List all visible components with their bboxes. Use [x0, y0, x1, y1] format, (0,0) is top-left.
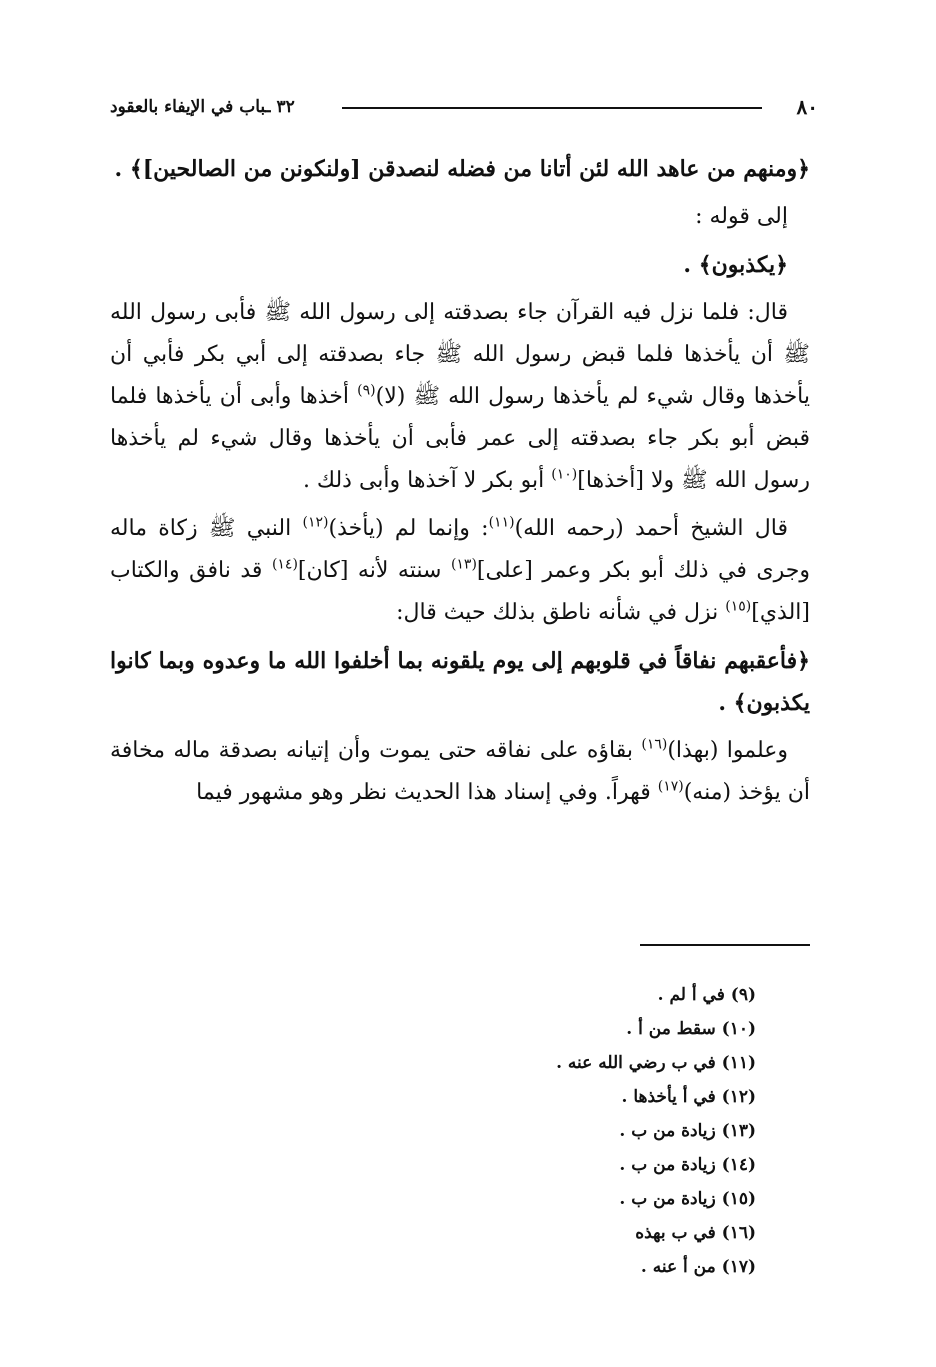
commentary-part-4: سنته لأنه [كان]	[297, 558, 451, 583]
footnote-ref-17: (١٧)	[657, 778, 684, 795]
paragraph-narration	[110, 292, 810, 502]
footnote-ref-13: (١٣)	[450, 556, 477, 573]
footnote-ref-9: (٩)	[357, 382, 376, 399]
paragraph-conclusion	[110, 730, 810, 814]
footnote-13: (١٣) زيادة من ب .	[619, 1121, 756, 1141]
body-text	[110, 148, 810, 820]
commentary-part-2: : وإنما لم (يأخذ)	[328, 516, 489, 541]
narration-part-1: قال: فلما نزل فيه القرآن جاء بصدقته إلى رسول الله ﷺ فأبى رسول الله ﷺ أن يأخذها فلما قبض رسول الله ﷺ جاء بصدقته إلى أبي بكر فأبي أن يأخذها وقال شيء لم يأخذها رسول الله ﷺ (لا)	[110, 300, 810, 409]
narration-part-3: أبو بكر لا آخذها وأبى ذلك .	[302, 468, 552, 493]
paragraph-commentary	[110, 508, 810, 634]
conclusion-part-3: قهراً. وفي إسناد هذا الحديث نظر وهو مشهور فيما	[196, 780, 658, 805]
commentary-part-1: قال الشيخ أحمد (رحمه الله)	[514, 516, 789, 541]
running-header	[110, 92, 818, 122]
footnote-12: (١٢) في أ يأخذها .	[621, 1087, 756, 1107]
footnote-ref-11: (١١)	[488, 514, 515, 531]
footnote-11: (١١) في ب رضي الله عنه .	[556, 1053, 756, 1073]
narration-part-2: أخذها وأبى أن يأخذها فلما قبض أبو بكر جاء بصدقته إلى عمر فأبى أن يأخذها وقال شيء لم يأخذها رسول الله ﷺ ولا [أخذها]	[110, 384, 810, 493]
paragraph-verse-3: ﴿فأعقبهم نفاقاً في قلوبهم إلى يوم يلقونه بما أخلفوا الله ما وعدوه وبما كانوا يكذبون﴾ .	[110, 648, 810, 716]
header-rule	[342, 107, 762, 109]
conclusion-part-2: بقاؤه على نفاقه حتى يموت وأن إتيانه بصدقة ماله مخافة أن يؤخذ (منه)	[110, 738, 810, 805]
paragraph-verse-1: ﴿ومنهم من عاهد الله لئن أتانا من فضله لنصدقن [ولنكونن من الصالحين]﴾ .	[114, 156, 810, 182]
footnote-15: (١٥) زيادة من ب .	[619, 1189, 756, 1209]
footnote-ref-15: (١٥)	[725, 598, 752, 615]
footnote-17: (١٧) من أ عنه .	[640, 1257, 756, 1277]
footnote-ref-12: (١٢)	[302, 514, 329, 531]
footnote-14: (١٤) زيادة من ب .	[619, 1155, 756, 1175]
commentary-part-3: النبي ﷺ زكاة ماله وجرى في ذلك أبو بكر وعمر [على]	[110, 516, 810, 583]
footnote-10: (١٠) سقط من أ .	[626, 1019, 756, 1039]
paragraph-verse-2: ﴿يكذبون﴾ .	[683, 252, 788, 278]
conclusion-part-1: وعلموا (بهذا)	[667, 738, 788, 763]
chapter-title: ٣٢ ـباب في الإيفاء بالعقود	[110, 97, 295, 117]
footnote-ref-16: (١٦)	[641, 736, 668, 753]
footnote-ref-14: (١٤)	[271, 556, 298, 573]
commentary-part-5: قد نافق والكتاب [الذي]	[110, 558, 810, 625]
page-number: ٨٠	[796, 95, 818, 119]
footnote-16: (١٦) في ب بهذه	[635, 1223, 756, 1243]
commentary-part-6: نزل في شأنه ناطق بذلك حيث قال:	[396, 600, 726, 625]
paragraph-to-his-saying: إلى قوله :	[695, 204, 788, 229]
footnotes-list	[436, 978, 756, 1284]
footnote-separator	[640, 944, 810, 946]
footnote-ref-10: (١٠)	[551, 466, 578, 483]
footnote-9: (٩) في أ لم .	[657, 985, 756, 1005]
